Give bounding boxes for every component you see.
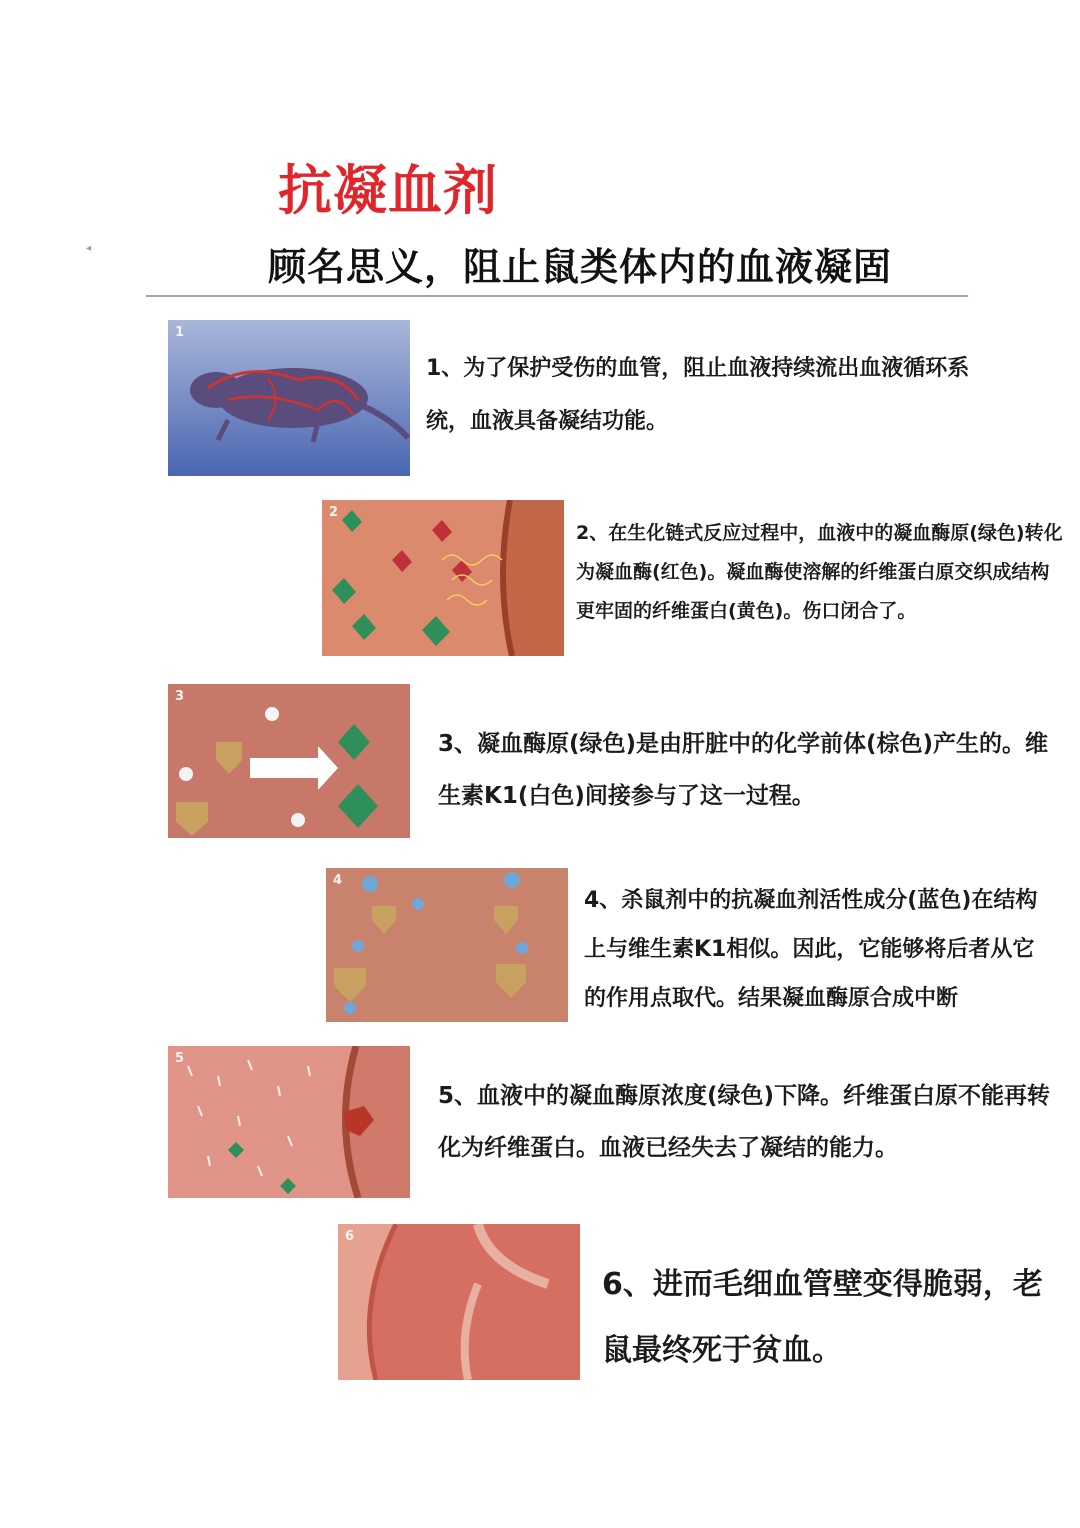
step-3-text: 3、凝血酶原(绿色)是由肝脏中的化学前体(棕色)产生的。维生素K1(白色)间接参与了这一过程。 <box>438 731 1049 809</box>
step-3-illustration <box>168 684 410 838</box>
step-6-illustration <box>338 1224 580 1380</box>
page-title: 抗凝血剂 <box>278 159 498 222</box>
step-5-text: 5、血液中的凝血酶原浓度(绿色)下降。纤维蛋白原不能再转化为纤维蛋白。血液已经失去了凝结的能力。 <box>438 1083 1051 1161</box>
step-4-illustration <box>326 868 568 1022</box>
corner-arrow-icon: ◂ <box>86 243 92 254</box>
step-3-number: 3 <box>175 689 185 704</box>
step-2-text: 2、在生化链式反应过程中，血液中的凝血酶原(绿色)转化为凝血酶(红色)。凝血酶使溶解的纤维蛋白原交织成结构更牢固的纤维蛋白(黄色)。伤口闭合了。 <box>576 522 1063 622</box>
step-5-number: 5 <box>175 1051 185 1066</box>
step-2-illustration <box>322 500 564 656</box>
step-2-number: 2 <box>329 505 339 520</box>
divider <box>146 295 968 297</box>
step-1-number: 1 <box>175 325 185 340</box>
step-5-illustration <box>168 1046 410 1198</box>
step-6-text: 6、进而毛细血管壁变得脆弱，老鼠最终死于贫血。 <box>602 1267 1043 1368</box>
step-1-text: 1、为了保护受伤的血管，阻止血液持续流出血液循环系统，血液具备凝结功能。 <box>426 356 970 434</box>
step-1-illustration <box>168 320 410 476</box>
step-4-number: 4 <box>333 873 343 888</box>
page-subtitle: 顾名思义，阻止鼠类体内的血液凝固 <box>268 245 893 289</box>
step-6-number: 6 <box>345 1229 355 1244</box>
step-4-text: 4、杀鼠剂中的抗凝血剂活性成分(蓝色)在结构上与维生素K1相似。因此，它能够将后者从它的作用点取代。结果凝血酶原合成中断 <box>584 888 1038 1011</box>
